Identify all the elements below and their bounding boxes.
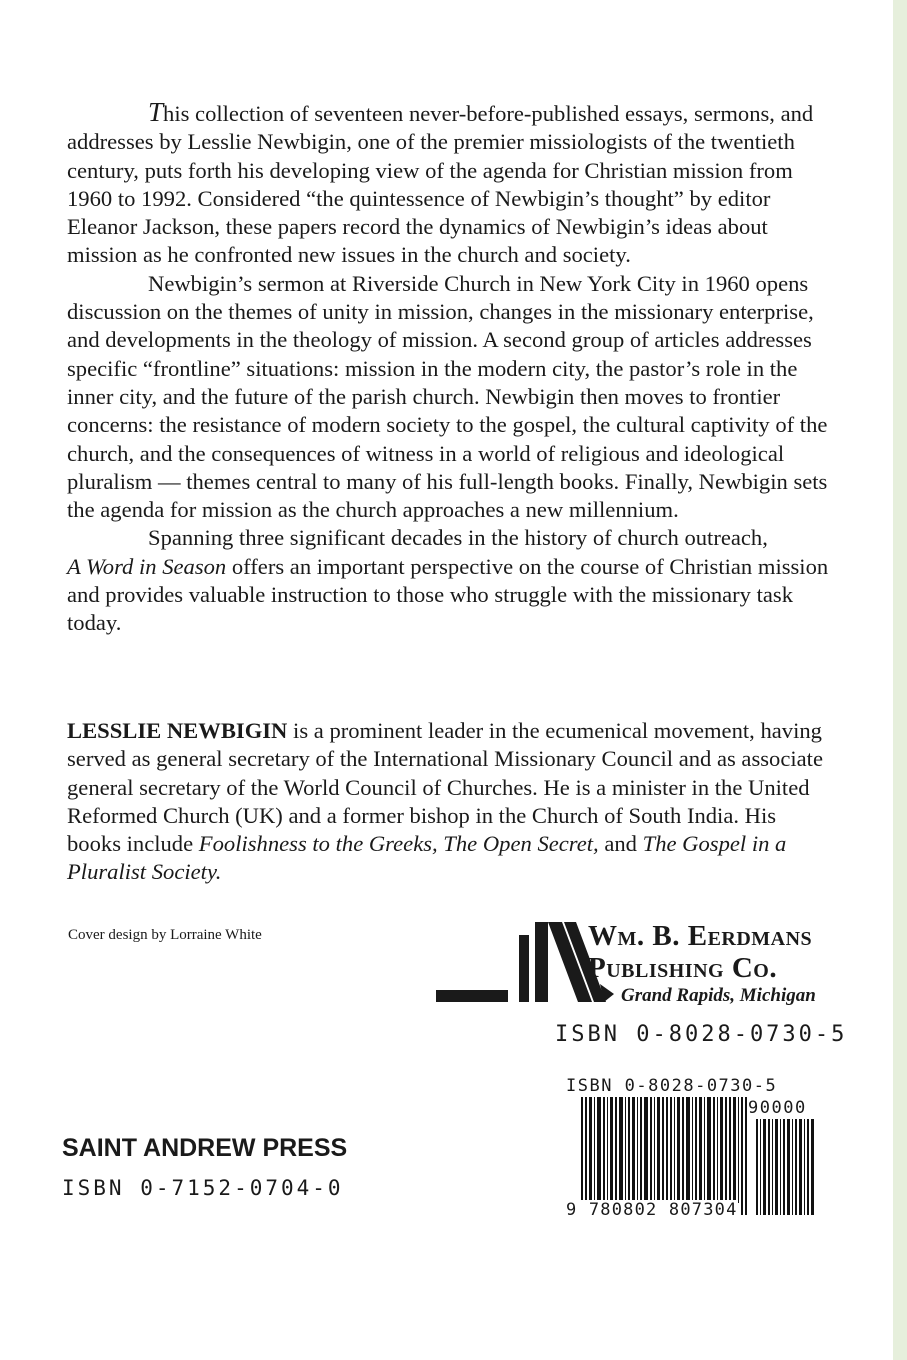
logo-bar-1 — [519, 935, 529, 1002]
publisher-line-1: Wm. B. Eerdmans — [588, 920, 813, 952]
uk-publisher-isbn: ISBN 0-7152-0704-0 — [62, 1176, 344, 1200]
logo-bar-2 — [535, 922, 548, 1002]
description-paragraph-1: This collection of seventeen never-before-published essays, sermons, and addresses by Lesslie Newbigin, one of the premier missiologists of the twentieth century, puts forth his developing view of the agenda for Christian mission from 1960 to 1992. Considered “the quintessence of Newbigin’s thought” by editor Eleanor Jackson, these papers record the dynamics of Newbigin’s ideas about mission as he confronted new issues in the church and society. — [67, 97, 814, 268]
publisher-name — [588, 922, 838, 1005]
description-paragraph-2: Newbigin’s sermon at Riverside Church in New York City in 1960 opens discussion on the themes of unity in mission, changes in the missionary enterprise, and developments in the theology of mission. A second group of articles addresses specific “frontline” situations: mission in the modern city, the pastor’s role in the inner city, and the future of the parish church. Newbigin then moves to frontier concerns: the resistance of modern society to the gospel, the cultural captivity of the church, and the consequences of witness in a world of religious and ideological pluralism — themes central to many of his full-length books. Finally, Newbigin sets the agenda for mission as the church approaches a new millennium. — [67, 270, 828, 523]
spine-edge — [893, 0, 907, 1360]
barcode-addon-number: 90000 — [748, 1098, 807, 1118]
book-list-2: The Gospel in a Pluralist Society. — [67, 831, 787, 885]
dropcap: T — [148, 97, 164, 127]
book-title: A Word in Season — [67, 553, 227, 579]
book-list-1: Foolishness to the Greeks, The Open Secret, — [198, 831, 599, 857]
publisher-location: Grand Rapids, Michigan — [621, 985, 816, 1006]
cover-design-credit: Cover design by Lorraine White — [68, 927, 262, 943]
barcode-isbn: ISBN 0-8028-0730-5 — [566, 1076, 778, 1096]
author-bio: LESSLIE NEWBIGIN is a prominent leader in the ecumenical movement, having served as general secretary of the International Missionary Council and as associate general secretary of the World Council of Churches. He is a minister in the United Reformed Church (UK) and a former bishop in the Church of South India. His books include Foolishness to the Greeks, The Open Secret, and The Gospel in a Pluralist Society. — [67, 718, 823, 885]
publisher-isbn: ISBN 0-8028-0730-5 — [555, 1022, 848, 1047]
description-paragraph-3: Spanning three significant decades in the history of church outreach, A Word in Season offers an important perspective on the course of Christian mission and provides valuable instruction to those who struggle with the missionary task today. — [67, 525, 829, 636]
uk-publisher-name: SAINT ANDREW PRESS — [62, 1134, 348, 1162]
author-name: LESSLIE NEWBIGIN — [67, 718, 288, 743]
publisher-line-2: Publishing Co. — [588, 952, 778, 984]
logo-bar-horizontal — [436, 990, 508, 1002]
book-description — [67, 98, 835, 638]
barcode-number: 9 780802 807304 — [566, 1200, 738, 1220]
